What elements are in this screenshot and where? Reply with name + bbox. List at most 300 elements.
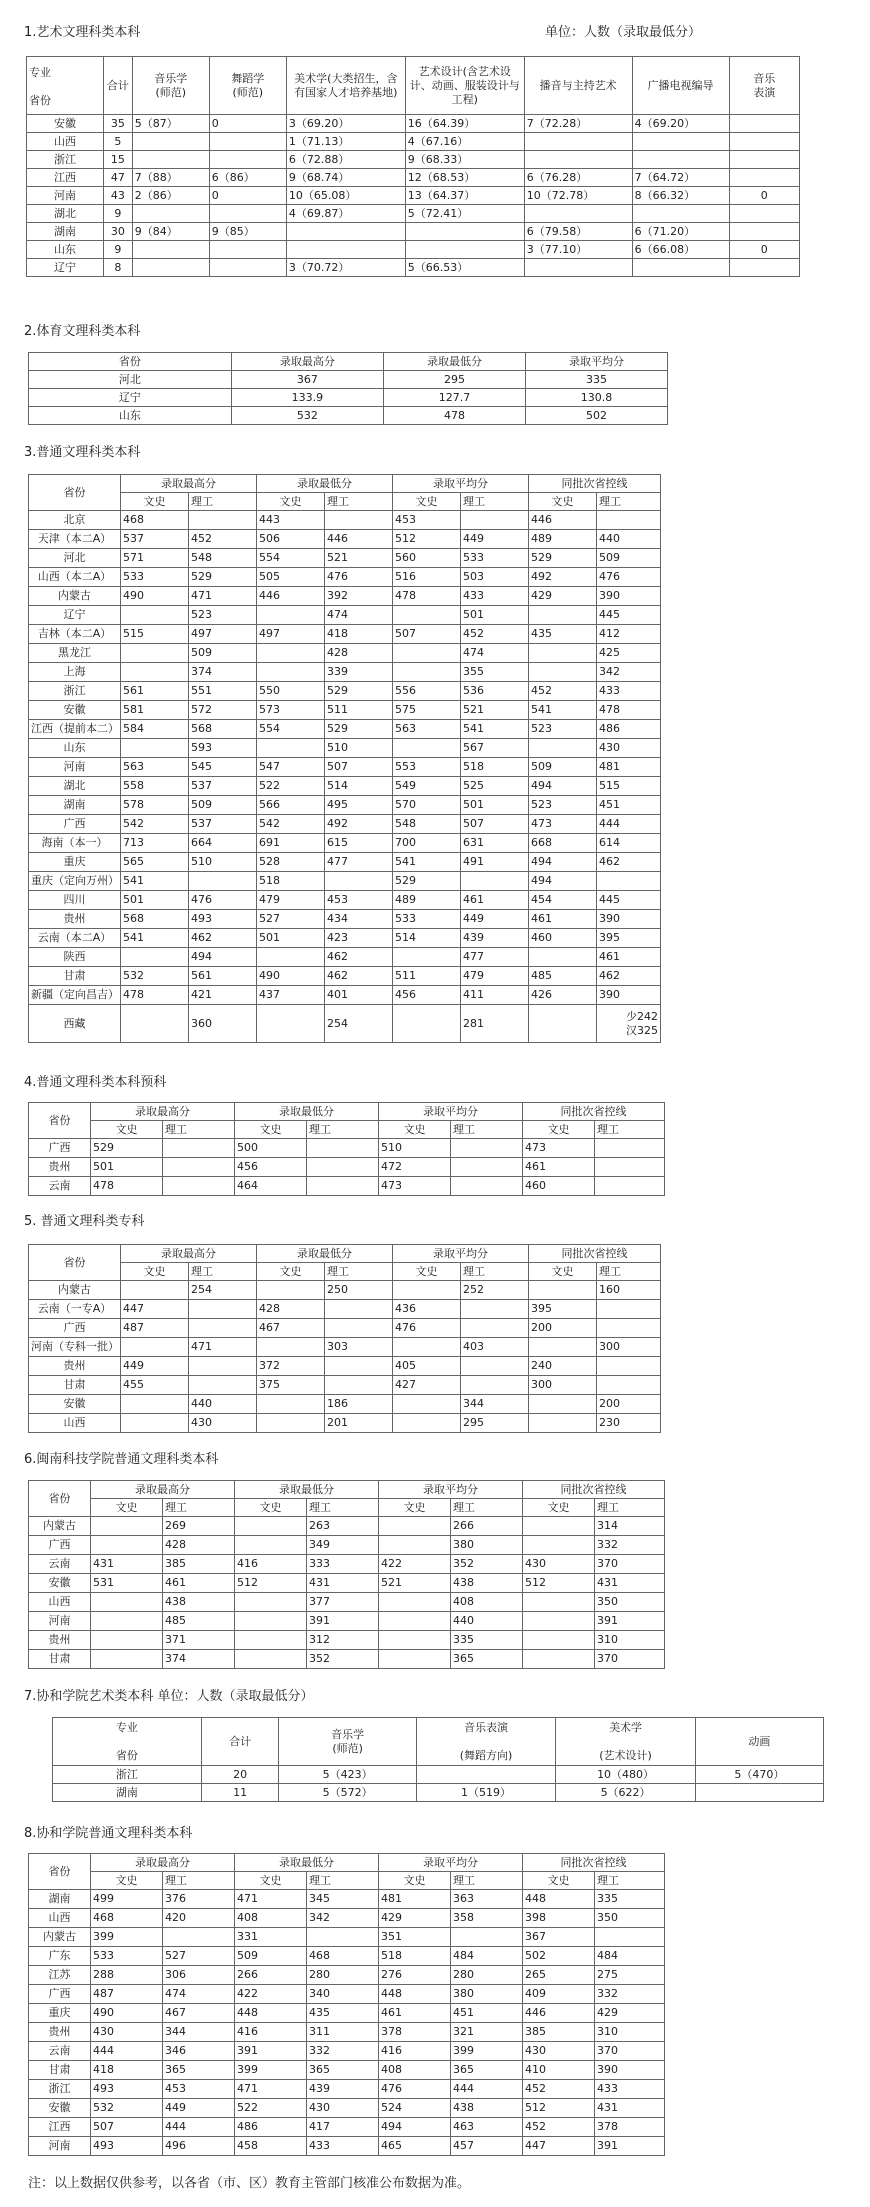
table-cell: 240 bbox=[529, 1357, 597, 1376]
table-cell: 457 bbox=[451, 2137, 523, 2156]
col-header: 录取平均分 bbox=[393, 475, 529, 493]
table-cell: 332 bbox=[595, 1985, 665, 2004]
table-cell: 0 bbox=[729, 241, 800, 259]
table-cell: 518 bbox=[461, 758, 529, 777]
table-cell: 550 bbox=[257, 682, 325, 701]
table-cell: 429 bbox=[379, 1909, 451, 1928]
table-cell: 395 bbox=[529, 1300, 597, 1319]
table-cell: 贵州 bbox=[29, 1158, 91, 1177]
table-cell bbox=[393, 644, 461, 663]
table-cell bbox=[461, 1376, 529, 1395]
table-cell: 445 bbox=[597, 606, 661, 625]
table-cell: 375 bbox=[257, 1376, 325, 1395]
table-cell: 529 bbox=[325, 720, 393, 739]
table-cell bbox=[325, 1319, 393, 1338]
table-row bbox=[29, 568, 661, 587]
table-cell: 云南（一专A） bbox=[29, 1300, 121, 1319]
table-cell bbox=[379, 1631, 451, 1650]
table-cell: 454 bbox=[529, 891, 597, 910]
table-cell: 476 bbox=[393, 1319, 461, 1338]
table-row bbox=[29, 1158, 665, 1177]
table-cell: 501 bbox=[461, 796, 529, 815]
table-cell bbox=[121, 644, 189, 663]
col-header: 美术学 (艺术设计) bbox=[556, 1718, 696, 1766]
table-cell: 371 bbox=[163, 1631, 235, 1650]
table-cell: 河南 bbox=[29, 1612, 91, 1631]
table-cell: 399 bbox=[235, 2061, 307, 2080]
table-cell: 380 bbox=[451, 1536, 523, 1555]
table-cell: 485 bbox=[529, 967, 597, 986]
table-cell bbox=[307, 1158, 379, 1177]
table-cell: 547 bbox=[257, 758, 325, 777]
col-header: 理工 bbox=[163, 1872, 235, 1890]
table-cell bbox=[632, 133, 729, 151]
table-cell: 河南 bbox=[29, 758, 121, 777]
table-cell: 473 bbox=[379, 1177, 451, 1196]
table-cell bbox=[529, 606, 597, 625]
table-cell: 内蒙古 bbox=[29, 1928, 91, 1947]
table-cell: 448 bbox=[235, 2004, 307, 2023]
table-cell: 363 bbox=[451, 1890, 523, 1909]
table-cell bbox=[325, 1376, 393, 1395]
col-header: 文史 bbox=[257, 493, 325, 511]
table-cell bbox=[529, 1395, 597, 1414]
table-cell bbox=[597, 1376, 661, 1395]
table-cell: 462 bbox=[325, 967, 393, 986]
table-cell: 430 bbox=[91, 2023, 163, 2042]
table-cell bbox=[121, 663, 189, 682]
table-cell: 5（572） bbox=[279, 1784, 416, 1802]
table-cell: 512 bbox=[235, 1574, 307, 1593]
col-header: 文史 bbox=[91, 1872, 163, 1890]
table-cell: 349 bbox=[307, 1536, 379, 1555]
table-cell: 471 bbox=[189, 1338, 257, 1357]
col-header: 录取最低分 bbox=[235, 1481, 379, 1499]
table-cell: 269 bbox=[163, 1517, 235, 1536]
table-cell: 455 bbox=[121, 1376, 189, 1395]
table-row bbox=[29, 2004, 665, 2023]
table-cell: 453 bbox=[163, 2080, 235, 2099]
table-cell: 山西 bbox=[27, 133, 104, 151]
table-cell: 吉林（本二A） bbox=[29, 625, 121, 644]
table-row bbox=[29, 872, 661, 891]
table-row bbox=[27, 259, 800, 277]
table-cell: 438 bbox=[451, 1574, 523, 1593]
table-cell: 9 bbox=[104, 205, 133, 223]
diagonal-header: 专业 省份 bbox=[53, 1718, 202, 1766]
table-cell: 15 bbox=[104, 151, 133, 169]
table-cell: 446 bbox=[529, 511, 597, 530]
col-header: 理工 bbox=[595, 1121, 665, 1139]
table-cell: 522 bbox=[235, 2099, 307, 2118]
table-row bbox=[29, 910, 661, 929]
table-cell: 山西 bbox=[29, 1909, 91, 1928]
table-cell: 529 bbox=[325, 682, 393, 701]
table-cell: 6（86） bbox=[209, 169, 286, 187]
table-cell: 365 bbox=[163, 2061, 235, 2080]
table-cell: 700 bbox=[393, 834, 461, 853]
table-cell bbox=[91, 1593, 163, 1612]
table-cell: 478 bbox=[91, 1177, 163, 1196]
table-cell: 352 bbox=[307, 1650, 379, 1669]
table-cell: 523 bbox=[189, 606, 257, 625]
table-cell: 江西 bbox=[29, 2118, 91, 2137]
table-cell: 16（64.39） bbox=[405, 115, 524, 133]
table-cell bbox=[729, 169, 800, 187]
table-cell: 568 bbox=[189, 720, 257, 739]
table-cell: 458 bbox=[235, 2137, 307, 2156]
table-cell bbox=[393, 1414, 461, 1433]
table-cell: 370 bbox=[595, 1650, 665, 1669]
table-cell: 449 bbox=[461, 910, 529, 929]
table-row bbox=[29, 1909, 665, 1928]
table-cell bbox=[451, 1177, 523, 1196]
table-cell: 山东 bbox=[29, 407, 232, 425]
col-header: 理工 bbox=[461, 1263, 529, 1281]
table-cell bbox=[595, 1139, 665, 1158]
table-cell bbox=[632, 259, 729, 277]
table-cell: 578 bbox=[121, 796, 189, 815]
table-cell: 549 bbox=[393, 777, 461, 796]
table-cell: 554 bbox=[257, 549, 325, 568]
table-cell: 572 bbox=[189, 701, 257, 720]
table-cell: 631 bbox=[461, 834, 529, 853]
table-cell: 512 bbox=[523, 2099, 595, 2118]
table-row bbox=[29, 891, 661, 910]
table-cell bbox=[729, 223, 800, 241]
col-header: 音乐 表演 bbox=[729, 57, 800, 115]
table-cell: 254 bbox=[189, 1281, 257, 1300]
table-row bbox=[29, 2137, 665, 2156]
table-cell: 492 bbox=[325, 815, 393, 834]
table-cell bbox=[235, 1593, 307, 1612]
table-row bbox=[29, 1357, 661, 1376]
table-cell: 10（65.08） bbox=[286, 187, 405, 205]
table-cell: 533 bbox=[393, 910, 461, 929]
table-cell: 565 bbox=[121, 853, 189, 872]
col-header: 文史 bbox=[523, 1121, 595, 1139]
table-row bbox=[29, 353, 668, 371]
table-cell: 461 bbox=[529, 910, 597, 929]
table-cell: 491 bbox=[461, 853, 529, 872]
table-cell bbox=[379, 1536, 451, 1555]
table-row bbox=[29, 389, 668, 407]
table-cell: 541 bbox=[529, 701, 597, 720]
table-cell bbox=[235, 1650, 307, 1669]
table-cell: 13（64.37） bbox=[405, 187, 524, 205]
table-cell bbox=[393, 1281, 461, 1300]
table-cell: 460 bbox=[523, 1177, 595, 1196]
table-cell bbox=[209, 133, 286, 151]
col-header: 理工 bbox=[163, 1499, 235, 1517]
table-cell: 423 bbox=[325, 929, 393, 948]
table-row bbox=[29, 1854, 665, 1872]
table-cell: 445 bbox=[597, 891, 661, 910]
table-cell: 2（86） bbox=[132, 187, 209, 205]
table-cell: 509 bbox=[529, 758, 597, 777]
table-cell bbox=[595, 1177, 665, 1196]
col-header: 同批次省控线 bbox=[523, 1103, 665, 1121]
table-cell bbox=[325, 872, 393, 891]
table-row bbox=[29, 625, 661, 644]
table-cell bbox=[257, 663, 325, 682]
table-cell bbox=[451, 1139, 523, 1158]
table-row bbox=[29, 1414, 661, 1433]
s4-title: 4.普通文理科类本科预科 bbox=[24, 1075, 167, 1090]
table-cell: 331 bbox=[235, 1928, 307, 1947]
table-cell: 452 bbox=[523, 2080, 595, 2099]
table-cell: 510 bbox=[379, 1139, 451, 1158]
table-cell bbox=[307, 1928, 379, 1947]
table-cell: 485 bbox=[163, 1612, 235, 1631]
table-row bbox=[29, 720, 661, 739]
table-cell bbox=[286, 241, 405, 259]
table-cell: 332 bbox=[595, 1536, 665, 1555]
col-header: 文史 bbox=[529, 493, 597, 511]
table-cell: 468 bbox=[91, 1909, 163, 1928]
table-cell: 434 bbox=[325, 910, 393, 929]
table-cell: 399 bbox=[451, 2042, 523, 2061]
table-row bbox=[29, 1481, 665, 1499]
table-row bbox=[29, 1281, 661, 1300]
table-cell: 295 bbox=[383, 371, 525, 389]
table-cell bbox=[529, 739, 597, 758]
col-header: 美术学(大类招生，含有国家人才培养基地) bbox=[286, 57, 405, 115]
table-cell bbox=[189, 1319, 257, 1338]
table-cell: 510 bbox=[189, 853, 257, 872]
table-cell: 417 bbox=[307, 2118, 379, 2137]
table-cell: 376 bbox=[163, 1890, 235, 1909]
table-cell: 安徽 bbox=[29, 2099, 91, 2118]
table-cell bbox=[379, 1593, 451, 1612]
table-cell: 525 bbox=[461, 777, 529, 796]
table-cell: 湖南 bbox=[27, 223, 104, 241]
table-cell: 344 bbox=[461, 1395, 529, 1414]
table-cell: 453 bbox=[325, 891, 393, 910]
col-header: 理工 bbox=[451, 1872, 523, 1890]
table-cell: 447 bbox=[523, 2137, 595, 2156]
table-cell bbox=[132, 151, 209, 169]
table-cell: 416 bbox=[235, 1555, 307, 1574]
table-row bbox=[27, 241, 800, 259]
table-cell: 541 bbox=[121, 872, 189, 891]
table-row bbox=[29, 1966, 665, 1985]
table-cell: 贵州 bbox=[29, 1357, 121, 1376]
table-cell: 523 bbox=[529, 720, 597, 739]
col-header: 省份 bbox=[29, 1245, 121, 1281]
table-cell: 430 bbox=[523, 1555, 595, 1574]
table-cell: 509 bbox=[235, 1947, 307, 1966]
table-cell: 461 bbox=[163, 1574, 235, 1593]
table-cell: 云南 bbox=[29, 2042, 91, 2061]
table-cell: 490 bbox=[91, 2004, 163, 2023]
col-header: 动画 bbox=[695, 1718, 823, 1766]
table-row bbox=[27, 133, 800, 151]
table-cell bbox=[393, 1395, 461, 1414]
table-cell: 少242 汉325 bbox=[597, 1005, 661, 1043]
table-row bbox=[29, 1263, 661, 1281]
table-cell bbox=[529, 948, 597, 967]
table-cell bbox=[121, 1005, 189, 1043]
table-cell: 392 bbox=[325, 587, 393, 606]
col-header: 音乐学 (师范) bbox=[132, 57, 209, 115]
table-cell: 378 bbox=[595, 2118, 665, 2137]
table-row bbox=[29, 475, 661, 493]
table-cell: 335 bbox=[451, 1631, 523, 1650]
table-cell: 391 bbox=[235, 2042, 307, 2061]
table-cell bbox=[523, 1650, 595, 1669]
table-cell: 321 bbox=[451, 2023, 523, 2042]
table-cell: 9 bbox=[104, 241, 133, 259]
table-cell: 593 bbox=[189, 739, 257, 758]
table-cell bbox=[209, 205, 286, 223]
table-cell: 335 bbox=[525, 371, 667, 389]
table-cell: 433 bbox=[595, 2080, 665, 2099]
table-cell: 山东 bbox=[27, 241, 104, 259]
table-cell bbox=[189, 511, 257, 530]
col-header: 省份 bbox=[29, 475, 121, 511]
table-cell: 527 bbox=[257, 910, 325, 929]
table-cell: 456 bbox=[393, 986, 461, 1005]
table-cell bbox=[393, 948, 461, 967]
table-cell bbox=[632, 151, 729, 169]
table-cell: 339 bbox=[325, 663, 393, 682]
table-cell: 425 bbox=[597, 644, 661, 663]
table-cell: 473 bbox=[523, 1139, 595, 1158]
col-header: 理工 bbox=[461, 493, 529, 511]
table-cell: 300 bbox=[597, 1338, 661, 1357]
table-cell: 452 bbox=[189, 530, 257, 549]
table-cell bbox=[393, 1338, 461, 1357]
table-cell: 409 bbox=[523, 1985, 595, 2004]
table-cell: 478 bbox=[393, 587, 461, 606]
s7-table bbox=[52, 1717, 824, 1802]
table-cell: 444 bbox=[91, 2042, 163, 2061]
table-cell: 江西（提前本二） bbox=[29, 720, 121, 739]
table-cell: 358 bbox=[451, 1909, 523, 1928]
table-cell: 444 bbox=[163, 2118, 235, 2137]
table-cell bbox=[121, 1395, 189, 1414]
table-cell: 403 bbox=[461, 1338, 529, 1357]
table-cell: 548 bbox=[393, 815, 461, 834]
table-cell: 507 bbox=[461, 815, 529, 834]
table-cell: 346 bbox=[163, 2042, 235, 2061]
table-cell: 401 bbox=[325, 986, 393, 1005]
table-row bbox=[29, 663, 661, 682]
table-cell: 重庆 bbox=[29, 853, 121, 872]
table-cell bbox=[257, 1414, 325, 1433]
table-cell bbox=[729, 115, 800, 133]
table-cell: 453 bbox=[393, 511, 461, 530]
table-cell: 433 bbox=[461, 587, 529, 606]
table-cell: 352 bbox=[451, 1555, 523, 1574]
table-cell: 3（70.72） bbox=[286, 259, 405, 277]
table-cell bbox=[91, 1536, 163, 1555]
table-cell: 515 bbox=[597, 777, 661, 796]
col-header: 录取最高分 bbox=[91, 1854, 235, 1872]
table-cell: 360 bbox=[189, 1005, 257, 1043]
table-row bbox=[29, 2118, 665, 2137]
table-row bbox=[29, 796, 661, 815]
table-cell: 0 bbox=[729, 187, 800, 205]
table-cell: 辽宁 bbox=[29, 606, 121, 625]
table-cell bbox=[523, 1593, 595, 1612]
col-header: 文史 bbox=[393, 1263, 461, 1281]
table-cell: 531 bbox=[91, 1574, 163, 1593]
col-header: 文史 bbox=[121, 493, 189, 511]
table-cell bbox=[523, 1631, 595, 1650]
table-cell: 395 bbox=[597, 929, 661, 948]
table-cell: 533 bbox=[461, 549, 529, 568]
footnote: 注：以上数据仅供参考，以各省（市、区）教育主管部门核准公布数据为准。 bbox=[28, 2176, 471, 2191]
table-cell: 495 bbox=[325, 796, 393, 815]
table-cell bbox=[91, 1612, 163, 1631]
col-header: 理工 bbox=[307, 1121, 379, 1139]
table-cell: 湖北 bbox=[27, 205, 104, 223]
table-cell: 345 bbox=[307, 1890, 379, 1909]
table-row bbox=[29, 1103, 665, 1121]
table-cell: 265 bbox=[523, 1966, 595, 1985]
table-cell: 479 bbox=[461, 967, 529, 986]
table-cell: 山西（本二A） bbox=[29, 568, 121, 587]
table-cell: 448 bbox=[523, 1890, 595, 1909]
table-cell: 451 bbox=[451, 2004, 523, 2023]
table-cell: 412 bbox=[597, 625, 661, 644]
table-cell bbox=[235, 1612, 307, 1631]
table-cell: 507 bbox=[91, 2118, 163, 2137]
table-row bbox=[29, 815, 661, 834]
table-cell: 428 bbox=[163, 1536, 235, 1555]
table-row bbox=[29, 1376, 661, 1395]
table-cell bbox=[595, 1928, 665, 1947]
table-cell: 516 bbox=[393, 568, 461, 587]
table-cell: 490 bbox=[257, 967, 325, 986]
table-cell: 367 bbox=[523, 1928, 595, 1947]
table-cell: 479 bbox=[257, 891, 325, 910]
table-cell: 561 bbox=[121, 682, 189, 701]
table-cell: 350 bbox=[595, 1909, 665, 1928]
table-cell: 509 bbox=[189, 796, 257, 815]
table-cell: 449 bbox=[163, 2099, 235, 2118]
table-cell bbox=[529, 1005, 597, 1043]
table-cell: 440 bbox=[597, 530, 661, 549]
table-cell: 447 bbox=[121, 1300, 189, 1319]
table-cell: 3（69.20） bbox=[286, 115, 405, 133]
table-cell: 贵州 bbox=[29, 1631, 91, 1650]
col-header: 录取最低分 bbox=[257, 475, 393, 493]
col-header: 理工 bbox=[451, 1499, 523, 1517]
table-cell bbox=[235, 1536, 307, 1555]
table-row bbox=[29, 2099, 665, 2118]
table-cell: 312 bbox=[307, 1631, 379, 1650]
table-cell bbox=[257, 739, 325, 758]
table-cell: 314 bbox=[595, 1517, 665, 1536]
col-header: 文史 bbox=[529, 1263, 597, 1281]
table-cell bbox=[595, 1158, 665, 1177]
table-cell: 484 bbox=[451, 1947, 523, 1966]
table-row bbox=[29, 549, 661, 568]
table-cell: 477 bbox=[325, 853, 393, 872]
table-cell bbox=[451, 1928, 523, 1947]
table-cell bbox=[729, 133, 800, 151]
table-cell: 4（69.87） bbox=[286, 205, 405, 223]
table-cell: 江苏 bbox=[29, 1966, 91, 1985]
s7-title: 7.协和学院艺术类本科 单位：人数（录取最低分） bbox=[24, 1689, 314, 1704]
table-cell: 266 bbox=[451, 1517, 523, 1536]
table-row bbox=[29, 701, 661, 720]
table-cell: 496 bbox=[163, 2137, 235, 2156]
table-cell: 7（88） bbox=[132, 169, 209, 187]
